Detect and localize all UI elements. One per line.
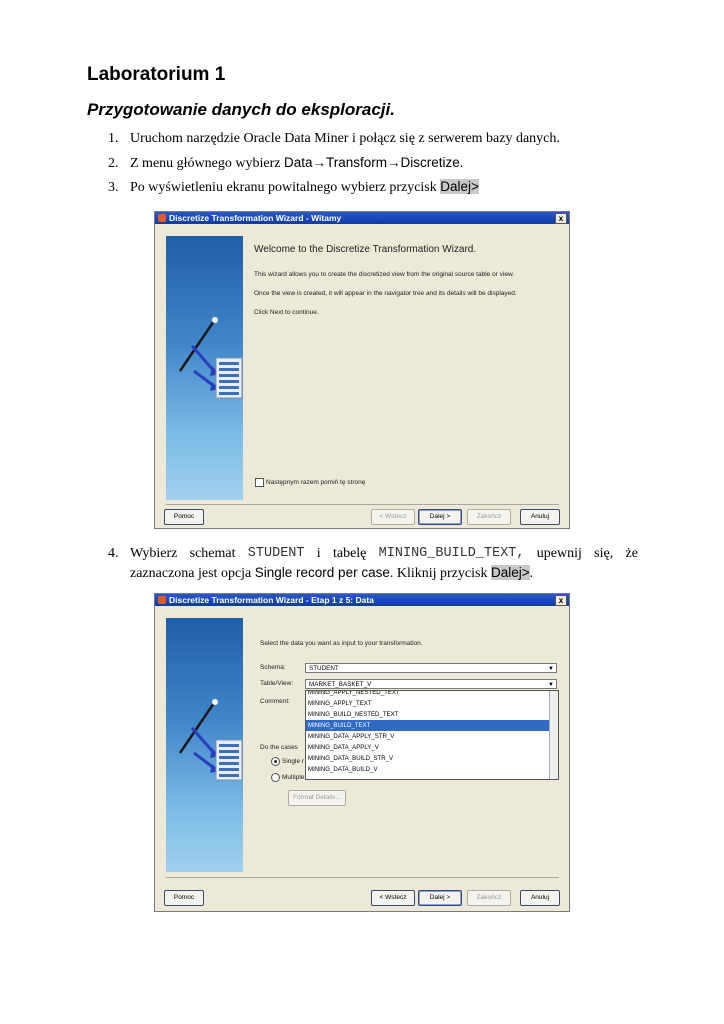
table-select[interactable]: [305, 679, 557, 689]
step-text: Po wyświetleniu ekranu powitalnego wybierz przycisk: [130, 180, 441, 195]
list-item[interactable]: MINING_APPLY_TEXT: [308, 700, 372, 707]
finish-button[interactable]: Zakończ: [467, 890, 511, 906]
option-name: Single record per case: [254, 565, 390, 580]
step-4: [108, 544, 638, 583]
step-1: [108, 130, 560, 148]
word: schemat: [189, 546, 236, 561]
word: Wybierz: [130, 546, 178, 561]
list-item[interactable]: MINING_DATA_BUILD_STR_V: [308, 755, 394, 762]
finish-button[interactable]: Zakończ: [467, 509, 511, 525]
word: upewnij: [536, 546, 582, 561]
cases-label: Do the cases: [260, 744, 298, 751]
help-button[interactable]: Pomoc: [164, 890, 204, 906]
help-button[interactable]: Pomoc: [164, 509, 204, 525]
dropdown-scrollbar[interactable]: [549, 691, 558, 779]
info-paragraph: Once the view is created, it will appear in the navigator tree and its details will be displayed.: [254, 290, 517, 297]
step-4-line-2: [108, 563, 638, 583]
divider: [166, 504, 559, 505]
step-3: [108, 178, 479, 197]
comment-label: Comment:: [260, 698, 290, 705]
step-number: 3.: [108, 180, 119, 195]
next-button[interactable]: Dalej >: [418, 509, 462, 525]
wizard-side-image: [166, 236, 243, 500]
app-icon: [158, 596, 166, 604]
multiple-record-label: Multiple: [282, 774, 304, 781]
step-number: 2.: [108, 156, 119, 171]
wizard-side-image: [166, 618, 243, 872]
window-titlebar: [155, 594, 569, 606]
list-item[interactable]: MINING_DATA_BUILD_V: [308, 766, 378, 773]
page-title: Laboratorium 1: [87, 64, 226, 85]
list-item[interactable]: MINING_BUILD_NESTED_TEXT: [308, 711, 399, 718]
intro-paragraph: This wizard allows you to create the discretized view from the original source table or view.: [254, 271, 515, 278]
wizard-data-window: [154, 593, 570, 912]
list-item[interactable]: MINING_DATA_APPLY_V: [308, 744, 379, 751]
word: że: [625, 546, 638, 561]
wand-table-icon: [166, 236, 243, 500]
wizard-content: [244, 618, 559, 872]
step-text: . Kliknij przycisk: [389, 566, 491, 581]
table-label: Table/View:: [260, 680, 294, 687]
wizard-content: [244, 236, 559, 500]
step-number: 4.: [108, 546, 119, 561]
skip-page-checkbox[interactable]: [255, 478, 264, 487]
highlighted-button-name: Dalej>: [440, 179, 479, 194]
step-2: [108, 154, 463, 173]
single-record-label: Single r: [282, 758, 304, 765]
welcome-heading: Welcome to the Discretize Transformation Wizard.: [254, 244, 477, 255]
wand-table-icon: [166, 618, 243, 872]
skip-page-label: Następnym razem pomiń tę stronę: [266, 479, 366, 486]
schema-value: STUDENT: [309, 665, 339, 672]
table-dropdown-list[interactable]: [305, 690, 559, 780]
step-text: Z menu głównego wybierz: [130, 156, 284, 171]
list-item[interactable]: MINING_APPLY_NESTED_TEXT: [308, 690, 400, 696]
chevron-down-icon: ▼: [548, 682, 554, 688]
back-button[interactable]: < Wstecz: [371, 890, 415, 906]
window-titlebar: [155, 212, 569, 224]
menu-path: Data→Transform→Discretize: [283, 155, 460, 170]
schema-select[interactable]: [305, 663, 557, 673]
highlighted-button-name: Dalej>: [490, 565, 530, 580]
multiple-record-radio[interactable]: [271, 773, 280, 782]
chevron-down-icon: ▼: [548, 666, 554, 672]
app-icon: [158, 214, 166, 222]
intro-text: Select the data you want as input to your transformation.: [260, 640, 423, 647]
next-button[interactable]: Dalej >: [418, 890, 462, 906]
wizard-welcome-window: [154, 211, 570, 529]
back-button[interactable]: < Wstecz: [371, 509, 415, 525]
close-button[interactable]: x: [555, 595, 567, 606]
table-name: MINING_BUILD_TEXT,: [378, 546, 525, 561]
format-details-button[interactable]: Format Details...: [288, 790, 346, 806]
step-4-line-1: [108, 544, 638, 563]
section-subtitle: Przygotowanie danych do eksploracji.: [87, 100, 395, 119]
step-number: 1.: [108, 131, 119, 146]
divider: [166, 877, 559, 878]
step-text-end: .: [529, 566, 534, 581]
schema-label: Schema:: [260, 664, 286, 671]
step-text-end: .: [459, 156, 464, 171]
table-value: MARKET_BASKET_V: [309, 681, 372, 688]
step-text: zaznaczona jest opcja: [130, 566, 255, 581]
schema-name: STUDENT: [247, 546, 305, 561]
word: tabelę: [332, 546, 367, 561]
word: się,: [594, 546, 614, 561]
cancel-button[interactable]: Anuluj: [520, 509, 560, 525]
single-record-radio[interactable]: [271, 757, 280, 766]
close-button[interactable]: x: [555, 213, 567, 224]
window-title: Discretize Transformation Wizard - Witamy: [169, 213, 342, 223]
list-item-selected[interactable]: MINING_BUILD_TEXT: [306, 720, 558, 731]
window-title: Discretize Transformation Wizard - Etap 1 z 5: Data: [169, 595, 374, 605]
cancel-button[interactable]: Anuluj: [520, 890, 560, 906]
next-hint: Click Next to continue.: [254, 309, 319, 316]
list-item[interactable]: MINING_DATA_APPLY_STR_V: [308, 733, 395, 740]
word: i: [316, 546, 321, 561]
step-text: Uruchom narzędzie Oracle Data Miner i połącz się z serwerem bazy danych.: [130, 131, 560, 146]
